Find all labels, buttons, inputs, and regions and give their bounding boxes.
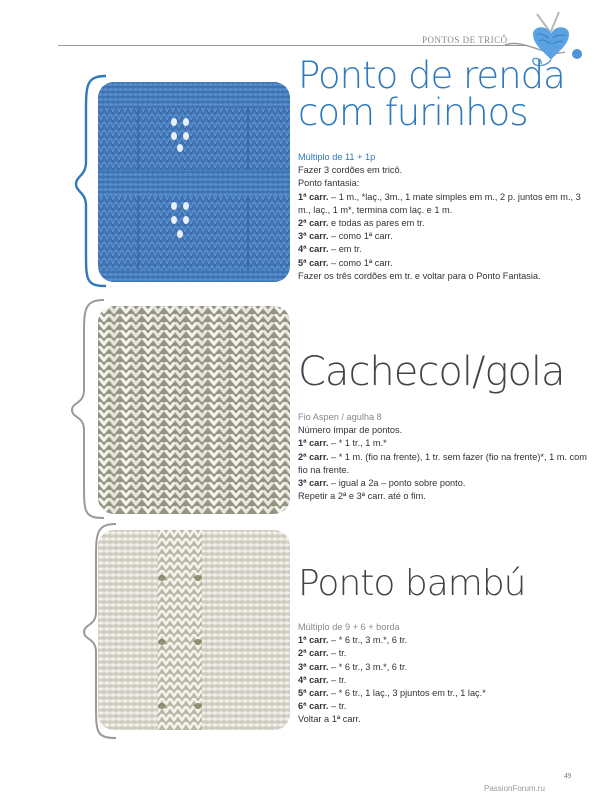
instruction-text: – igual a 2a – ponto sobre ponto. bbox=[328, 478, 466, 489]
instruction-line bbox=[298, 477, 588, 490]
row-label: 5ª carr. bbox=[298, 257, 329, 268]
row-label: 3ª carr. bbox=[298, 661, 329, 672]
pattern-instructions bbox=[298, 151, 588, 283]
row-label: 4ª carr. bbox=[298, 244, 329, 255]
instruction-text: Fazer 3 cordões em tricô. bbox=[298, 165, 403, 176]
row-label: 6ª carr. bbox=[298, 701, 329, 712]
pattern-subtitle: Fio Aspen / agulha 8 bbox=[298, 412, 382, 422]
instruction-list bbox=[298, 424, 588, 503]
instruction-list bbox=[298, 164, 588, 283]
instruction-text: – como 1ª carr. bbox=[328, 231, 393, 242]
row-label: 2ª carr. bbox=[298, 218, 329, 229]
section-title: PONTOS DE TRICÔ bbox=[418, 35, 512, 45]
instruction-text: – * 6 tr., 3 m.*, 6 tr. bbox=[328, 635, 408, 646]
instruction-text: e todas as pares em tr. bbox=[328, 218, 425, 229]
row-label: 5ª carr. bbox=[298, 688, 329, 699]
instruction-text: – em tr. bbox=[328, 244, 362, 255]
instruction-list bbox=[298, 634, 588, 726]
pattern-title bbox=[298, 349, 565, 395]
instruction-line bbox=[298, 661, 588, 674]
instruction-text: – * 6 tr., 3 m.*, 6 tr. bbox=[328, 661, 408, 672]
instruction-line bbox=[298, 270, 588, 283]
pattern-title bbox=[298, 563, 526, 604]
instruction-line bbox=[298, 217, 588, 230]
instruction-text: – tr. bbox=[328, 674, 347, 685]
lace-stitch-swatch bbox=[98, 82, 290, 282]
pattern-title bbox=[298, 54, 565, 134]
instruction-text: – tr. bbox=[328, 648, 347, 659]
row-label: 1ª carr. bbox=[298, 635, 329, 646]
instruction-line bbox=[298, 647, 588, 660]
instruction-line bbox=[298, 490, 588, 503]
pattern-instructions bbox=[298, 621, 588, 727]
row-label: 2ª carr. bbox=[298, 451, 329, 462]
row-label: 1ª carr. bbox=[298, 191, 329, 202]
bamboo-stitch-swatch bbox=[98, 530, 290, 730]
row-label: 3ª carr. bbox=[298, 478, 329, 489]
header-rule bbox=[58, 45, 528, 46]
row-label: 1ª carr. bbox=[298, 438, 329, 449]
instruction-text: – 1 m., *laç., 3m., 1 mate simples em m., 2 p. juntos em m., 3 m., laç., 1 m*, termina com laç. e 1 m. bbox=[298, 191, 581, 215]
pattern-instructions bbox=[298, 411, 588, 503]
instruction-text: – * 1 tr., 1 m.* bbox=[328, 438, 387, 449]
instruction-line bbox=[298, 243, 588, 256]
instruction-line bbox=[298, 634, 588, 647]
pattern-title-line: Ponto bambú bbox=[298, 563, 526, 604]
pattern-title-line: Ponto de renda bbox=[298, 54, 565, 97]
pattern-title-line: com furinhos bbox=[298, 91, 528, 134]
instruction-line bbox=[298, 451, 588, 477]
instruction-text: – como 1ª carr. bbox=[328, 257, 393, 268]
instruction-line bbox=[298, 700, 588, 713]
instruction-line bbox=[298, 687, 588, 700]
instruction-text: Voltar a 1ª carr. bbox=[298, 714, 361, 725]
row-label: 2ª carr. bbox=[298, 648, 329, 659]
row-label: 4ª carr. bbox=[298, 674, 329, 685]
instruction-line bbox=[298, 177, 588, 190]
instruction-line bbox=[298, 674, 588, 687]
instruction-text: – tr. bbox=[328, 701, 347, 712]
instruction-text: Ponto fantasia: bbox=[298, 178, 360, 189]
instruction-text: Repetir a 2ª e 3ª carr. até o fim. bbox=[298, 491, 426, 502]
pattern-title-line: Cachecol/gola bbox=[298, 349, 565, 395]
instruction-text: – * 1 m. (fio na frente), 1 tr. sem fazer (fio na frente)*, 1 m. com fio na frente. bbox=[298, 451, 587, 475]
instruction-line bbox=[298, 191, 588, 217]
watermark: PassionForum.ru bbox=[484, 784, 545, 793]
instruction-line bbox=[298, 164, 588, 177]
row-label: 3ª carr. bbox=[298, 231, 329, 242]
instruction-text: – * 6 tr., 1 laç., 3 pjuntos em tr., 1 laç.* bbox=[328, 688, 486, 699]
instruction-line bbox=[298, 424, 588, 437]
page-number: 49 bbox=[564, 772, 571, 780]
instruction-line bbox=[298, 437, 588, 450]
instruction-line bbox=[298, 257, 588, 270]
instruction-text: Fazer os três cordões em tr. e voltar para o Ponto Fantasia. bbox=[298, 270, 541, 281]
rib-stitch-swatch bbox=[98, 306, 290, 514]
pattern-subtitle: Múltiplo de 9 + 6 + borda bbox=[298, 622, 400, 632]
instruction-text: Número ímpar de pontos. bbox=[298, 425, 403, 436]
instruction-line bbox=[298, 713, 588, 726]
instruction-line bbox=[298, 230, 588, 243]
pattern-subtitle: Múltiplo de 11 + 1p bbox=[298, 152, 376, 162]
